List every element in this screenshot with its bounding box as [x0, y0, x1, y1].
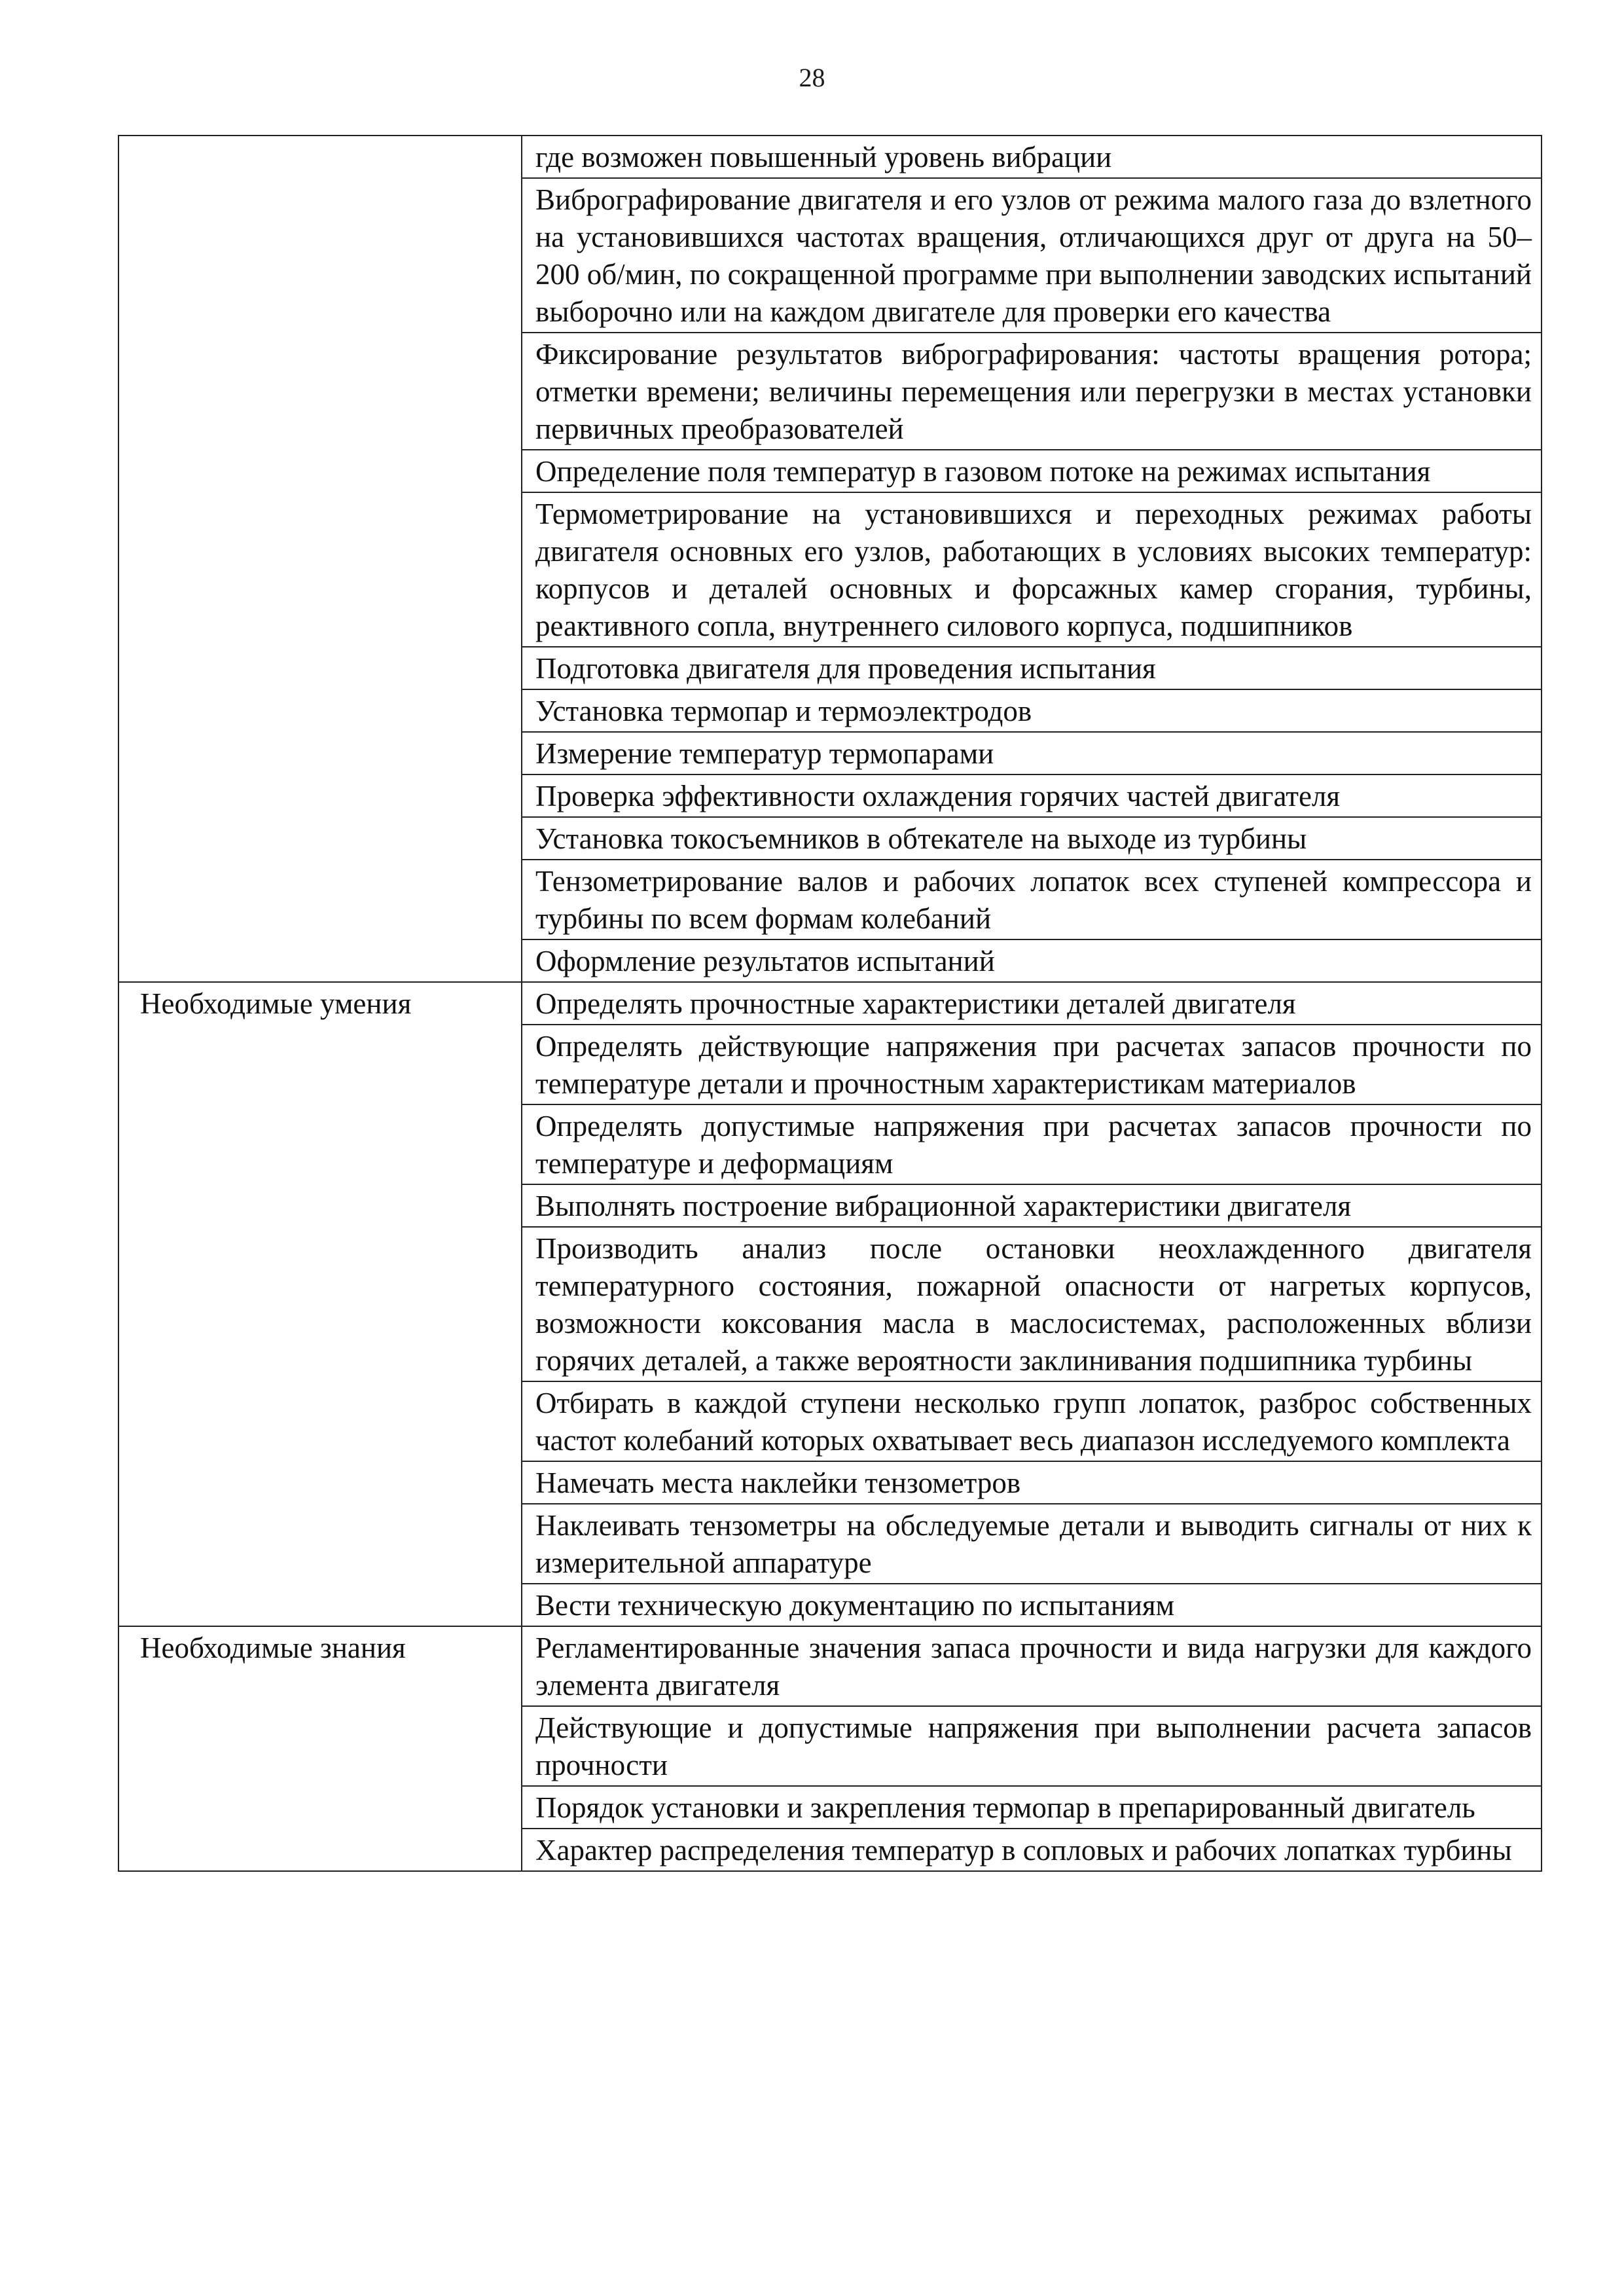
item-cell: Определять действующие напряжения при расчетах запасов прочности по температуре детали и прочностным характеристикам материалов	[522, 1025, 1542, 1104]
item-cell: Характер распределения температур в сопловых и рабочих лопатках турбины	[522, 1829, 1542, 1871]
item-cell: Проверка эффективности охлаждения горячих частей двигателя	[522, 774, 1542, 817]
category-label: Необходимые знания	[140, 1631, 406, 1664]
table-row	[118, 1626, 1542, 1706]
table-row	[118, 982, 1542, 1025]
item-cell: Действующие и допустимые напряжения при выполнении расчета запасов прочности	[522, 1706, 1542, 1786]
item-cell: Фиксирование результатов вибрографирования: частоты вращения ротора; отметки времени; величины перемещения или перегрузки в местах установки первичных преобразователей	[522, 333, 1542, 450]
item-cell: где возможен повышенный уровень вибрации	[522, 136, 1542, 178]
item-cell: Намечать места наклейки тензометров	[522, 1461, 1542, 1504]
item-cell: Производить анализ после остановки неохлажденного двигателя температурного состояния, пожарной опасности от нагретых корпусов, возможности коксования масла в маслосистемах, расположенных вблизи горячих деталей, а также вероятности заклинивания подшипника турбины	[522, 1227, 1542, 1381]
item-cell: Установка термопар и термоэлектродов	[522, 689, 1542, 732]
item-cell: Определение поля температур в газовом потоке на режимах испытания	[522, 450, 1542, 492]
item-cell: Оформление результатов испытаний	[522, 939, 1542, 982]
item-cell: Определять допустимые напряжения при расчетах запасов прочности по температуре и деформациям	[522, 1104, 1542, 1184]
table-body	[118, 136, 1542, 1871]
item-cell: Подготовка двигателя для проведения испытания	[522, 647, 1542, 689]
item-cell: Термометрирование на установившихся и переходных режимах работы двигателя основных его узлов, работающих в условиях высоких температур: корпусов и деталей основных и форсажных камер сгорания, турбины, реактивного сопла, внутреннего силового корпуса, подшипников	[522, 492, 1542, 647]
item-cell: Порядок установки и закрепления термопар в препарированный двигатель	[522, 1786, 1542, 1829]
item-cell: Выполнять построение вибрационной характеристики двигателя	[522, 1184, 1542, 1227]
item-cell: Определять прочностные характеристики деталей двигателя	[522, 982, 1542, 1025]
table-row	[118, 136, 1542, 178]
item-cell: Установка токосъемников в обтекателе на выходе из турбины	[522, 817, 1542, 860]
item-cell: Отбирать в каждой ступени несколько групп лопаток, разброс собственных частот колебаний которых охватывает весь диапазон исследуемого комплекта	[522, 1381, 1542, 1461]
item-cell: Наклеивать тензометры на обследуемые детали и выводить сигналы от них к измерительной аппаратуре	[522, 1504, 1542, 1584]
page-number: 28	[799, 63, 825, 92]
competency-table	[118, 135, 1542, 1872]
item-cell: Регламентированные значения запаса прочности и вида нагрузки для каждого элемента двигателя	[522, 1626, 1542, 1706]
item-cell: Измерение температур термопарами	[522, 732, 1542, 774]
category-cell	[118, 1626, 522, 1871]
item-cell: Вести техническую документацию по испытаниям	[522, 1584, 1542, 1626]
item-cell: Вибрографирование двигателя и его узлов от режима малого газа до взлетного на установившихся частотах вращения, отличающихся друг от друга на 50–200 об/мин, по сокращенной программе при выполнении заводских испытаний выборочно или на каждом двигателе для проверки его качества	[522, 178, 1542, 333]
category-cell	[118, 136, 522, 982]
item-cell: Тензометрирование валов и рабочих лопаток всех ступеней компрессора и турбины по всем формам колебаний	[522, 860, 1542, 939]
category-cell	[118, 982, 522, 1626]
category-label: Необходимые умения	[140, 987, 412, 1020]
